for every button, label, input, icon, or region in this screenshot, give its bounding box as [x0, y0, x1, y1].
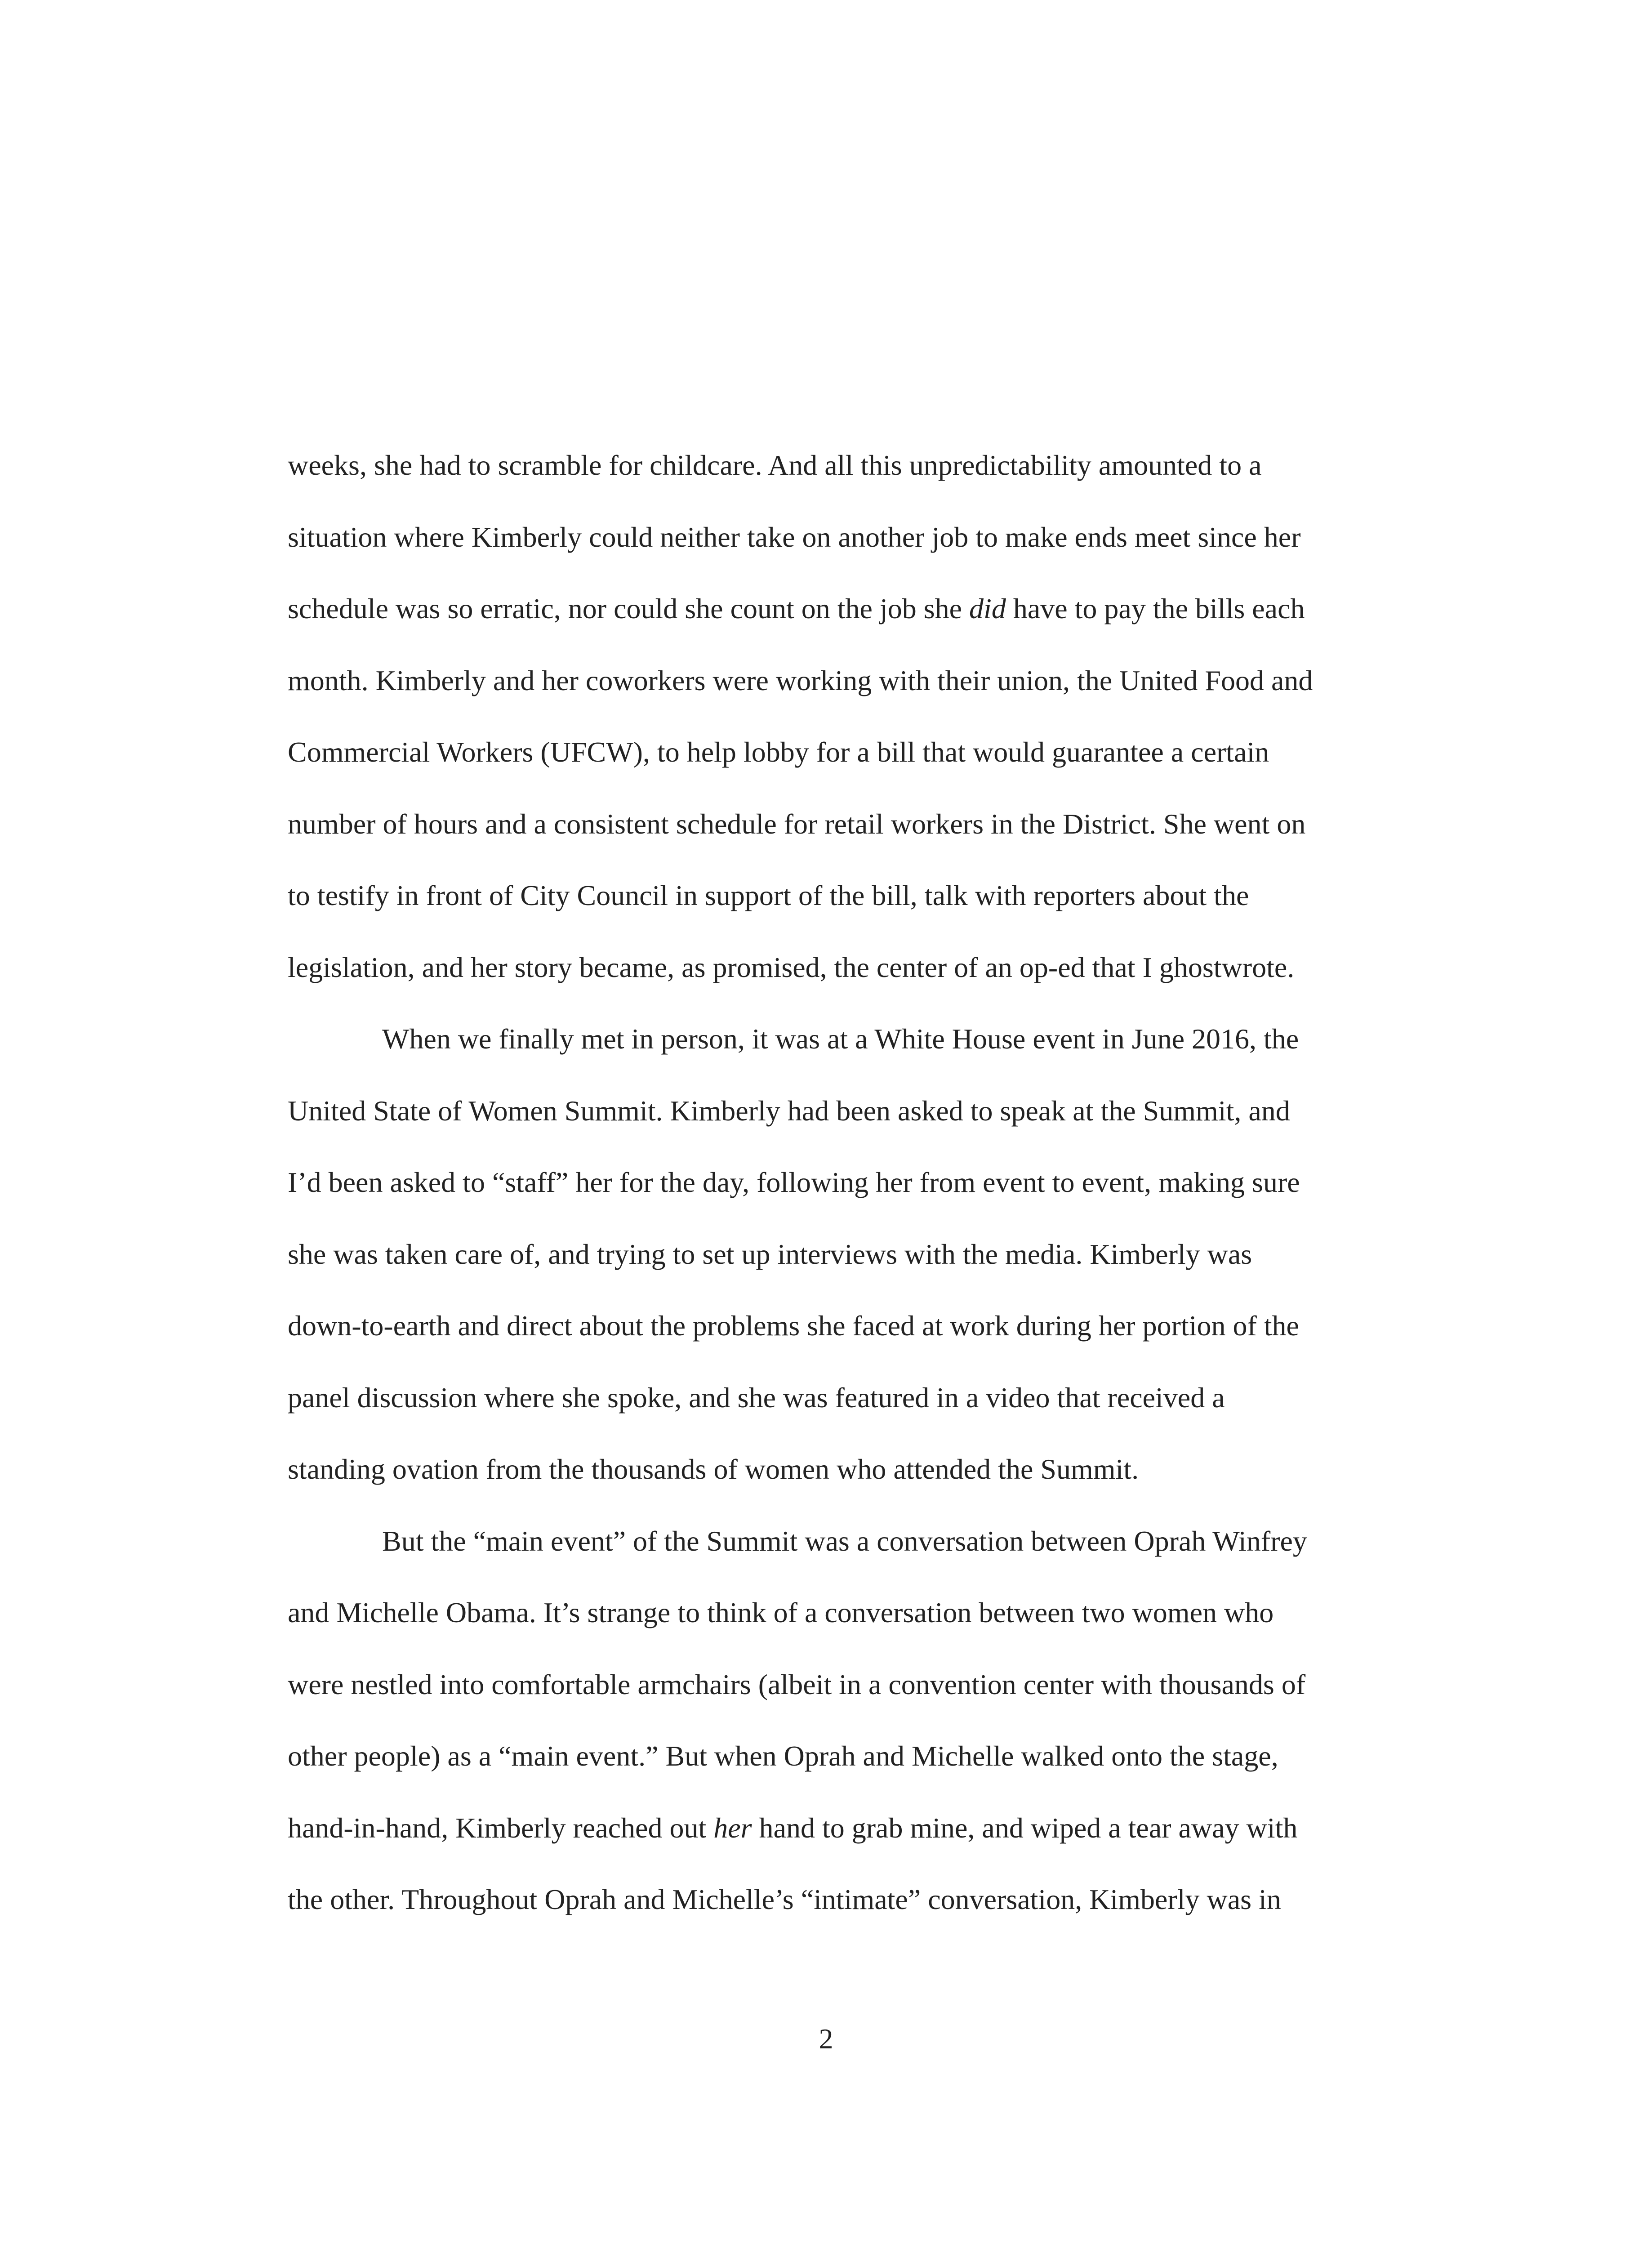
text-line: month. Kimberly and her coworkers were working with their union, the United Food and	[288, 664, 1313, 696]
text-line: number of hours and a consistent schedule for retail workers in the District. She went on	[288, 807, 1306, 840]
text-line: situation where Kimberly could neither take on another job to make ends meet since her	[288, 521, 1301, 553]
text-line: I’d been asked to “staff” her for the day, following her from event to event, making sure	[288, 1166, 1300, 1198]
text-line: to testify in front of City Council in support of the bill, talk with reporters about the	[288, 879, 1249, 911]
body-text	[288, 429, 1438, 1936]
emphasis: did	[969, 593, 1006, 624]
text-line: were nestled into comfortable armchairs (albeit in a convention center with thousands of	[288, 1668, 1306, 1700]
paragraph-start-line: But the “main event” of the Summit was a conversation between Oprah Winfrey	[382, 1525, 1307, 1557]
text-line: Commercial Workers (UFCW), to help lobby for a bill that would guarantee a certain	[288, 736, 1269, 768]
text-line: the other. Throughout Oprah and Michelle’s “intimate” conversation, Kimberly was in	[288, 1883, 1281, 1915]
emphasis: her	[713, 1811, 752, 1844]
paragraph-start-line: When we finally met in person, it was at a White House event in June 2016, the	[382, 1023, 1299, 1055]
text-line: panel discussion where she spoke, and she was featured in a video that received a	[288, 1381, 1225, 1414]
text-line: United State of Women Summit. Kimberly had been asked to speak at the Summit, and	[288, 1094, 1290, 1127]
text-line: schedule was so erratic, nor could she count on the job she did have to pay the bills each	[288, 593, 1305, 624]
text-line: weeks, she had to scramble for childcare. And all this unpredictability amounted to a	[288, 449, 1262, 481]
text-line: and Michelle Obama. It’s strange to think of a conversation between two women who	[288, 1597, 1274, 1628]
text-line: legislation, and her story became, as promised, the center of an op-ed that I ghostwrote.	[288, 951, 1295, 983]
text-line: standing ovation from the thousands of women who attended the Summit.	[288, 1453, 1139, 1485]
text-line: hand-in-hand, Kimberly reached out her hand to grab mine, and wiped a tear away with	[288, 1811, 1298, 1844]
page-number: 2	[819, 2023, 833, 2055]
text-line: down-to-earth and direct about the problems she faced at work during her portion of the	[288, 1310, 1299, 1342]
text-line: other people) as a “main event.” But when Oprah and Michelle walked onto the stage,	[288, 1740, 1278, 1772]
text-line: she was taken care of, and trying to set up interviews with the media. Kimberly was	[288, 1238, 1252, 1270]
